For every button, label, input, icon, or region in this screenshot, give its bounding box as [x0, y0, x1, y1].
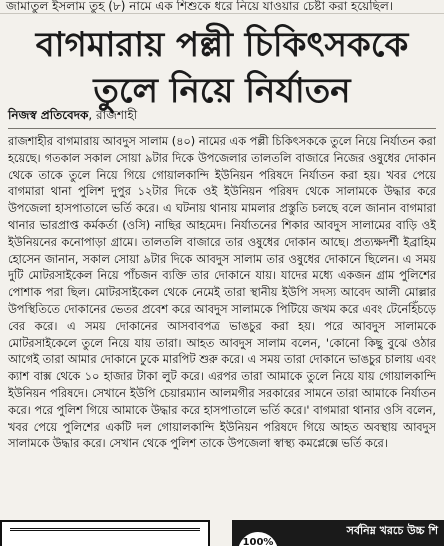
article-body: [8, 134, 436, 512]
article-paragraph: রাজশাহীর বাগমারায় আবদুস সালাম (৪০) নামের এক পল্লী চিকিৎসককে তুলে নিয়ে নির্যাতন করা হয়েছে। গতকাল সকাল সোয়া ৯টার দিকে উপজেলার তালতলি বাজারে নিজের ওষুধের দোকান থেকে তাকে তুলে নিয়ে গিয়ে গোয়ালকান্দি ইউনিয়ন পরিষদে নির্যাতন করা হয়। খবর পেয়ে বাগমারা থানা পুলিশ দুপুর ১২টার দিকে ওই ইউনিয়ন পরিষদ থেকে সালামকে উদ্ধার করে উপজেলা হাসপাতালে ভর্তি করে। এ ঘটনায় থানায় মামলার প্রস্তুতি চলছে বলে জানান বাগমারা থানার ভারপ্রাপ্ত কর্মকর্তা (ওসি) নাছির আহমেদ। নির্যাতনের শিকার আবদুস সালামের বাড়ি ওই ইউনিয়নের কনোপাড়া গ্রামে। তালতলি বাজারে তার ওষুধের দোকান আছে। প্রত্যক্ষদর্শী ইব্রাহিম হোসেন জানান, সকাল সোয়া ৯টার দিকে আবদুস সালাম তার ওষুধের দোকানে ছিলেন। এ সময় দুটি মোটরসাইকেল নিয়ে পাঁচজন ব্যক্তি তার দোকানে যায়। যাদের মধ্যে একজন গ্রাম পুলিশের পোশাক পরা ছিল। মোটরসাইকেল থেকে নেমেই তারা স্থানীয় ইউপি সদস্য আবেদ আলী মোল্লার উপস্থিতিতে দোকানের ভেতর প্রবেশ করে আবদুস সালামকে পিটিয়ে জখম করে এবং টেনেহিঁচড়ে বের করে। এ সময় দোকানের আসবাবপত্র ভাঙচুর করা হয়। পরে আবদুস সালামকে মোটরসাইকেলে তুলে নিয়ে যায় তারা। আহত আবদুস সালাম বলেন, 'কোনো কিছু বুঝে ওঠার আগেই তারা আমার দোকানে ঢুকে মারপিট শুরু করে। এ সময় তারা দোকানে ভাঙচুর চালায় এবং ক্যাশ বাক্স থেকে ১০ হাজার টাকা লুট করে। এরপর তারা আমাকে তুলে নিয়ে যায় গোয়ালকান্দি ইউনিয়ন পরিষদে। সেখানে ইউপি চেয়ারম্যান আলমগীর সরকারের সামনে তারা আমাকে নির্যাতন করে। পরে পুলিশ গিয়ে আমাকে উদ্ধার করে হাসপাতালে ভর্তি করে।' বাগমারা থানার ওসি বলেন, খবর পেয়ে পুলিশের একটি দল গোয়ালকান্দি ইউনিয়ন পরিষদে গিয়ে আহত অবস্থায় আবদুস সালামকে উদ্ধার করে। সেখান থেকে পুলিশ তাকে উপজেলা স্বাস্থ্য কমপ্লেক্সে ভর্তি করে।: [8, 135, 436, 451]
byline-location: , রাজশাহী: [88, 108, 138, 122]
advertisement-right: [232, 520, 444, 546]
ad-right-badge: 100%: [238, 532, 278, 546]
previous-article-fragment: [0, 0, 444, 14]
byline: [8, 107, 137, 127]
previous-article-text: জামাতুল ইসলাম তুহ (৮) নামে এক শিশুকে ধরে নিয়ে যাওয়ার চেষ্টা করা হয়েছিল।: [6, 0, 394, 13]
byline-author: নিজস্ব প্রতিবেদক: [8, 108, 89, 122]
ad-right-tagline: সর্বনিম্ন খরচে উচ্চ শি: [346, 524, 438, 537]
article-headline: [0, 22, 444, 114]
byline-divider: [8, 128, 436, 129]
headline-line-1: বাগমারায় পল্লী চিকিৎসককে: [35, 25, 409, 65]
advertisement-left: [0, 520, 210, 546]
headline-line-2: তুলে নিয়ে নির্যাতন: [93, 71, 351, 111]
ad-left-frame: [10, 528, 200, 545]
